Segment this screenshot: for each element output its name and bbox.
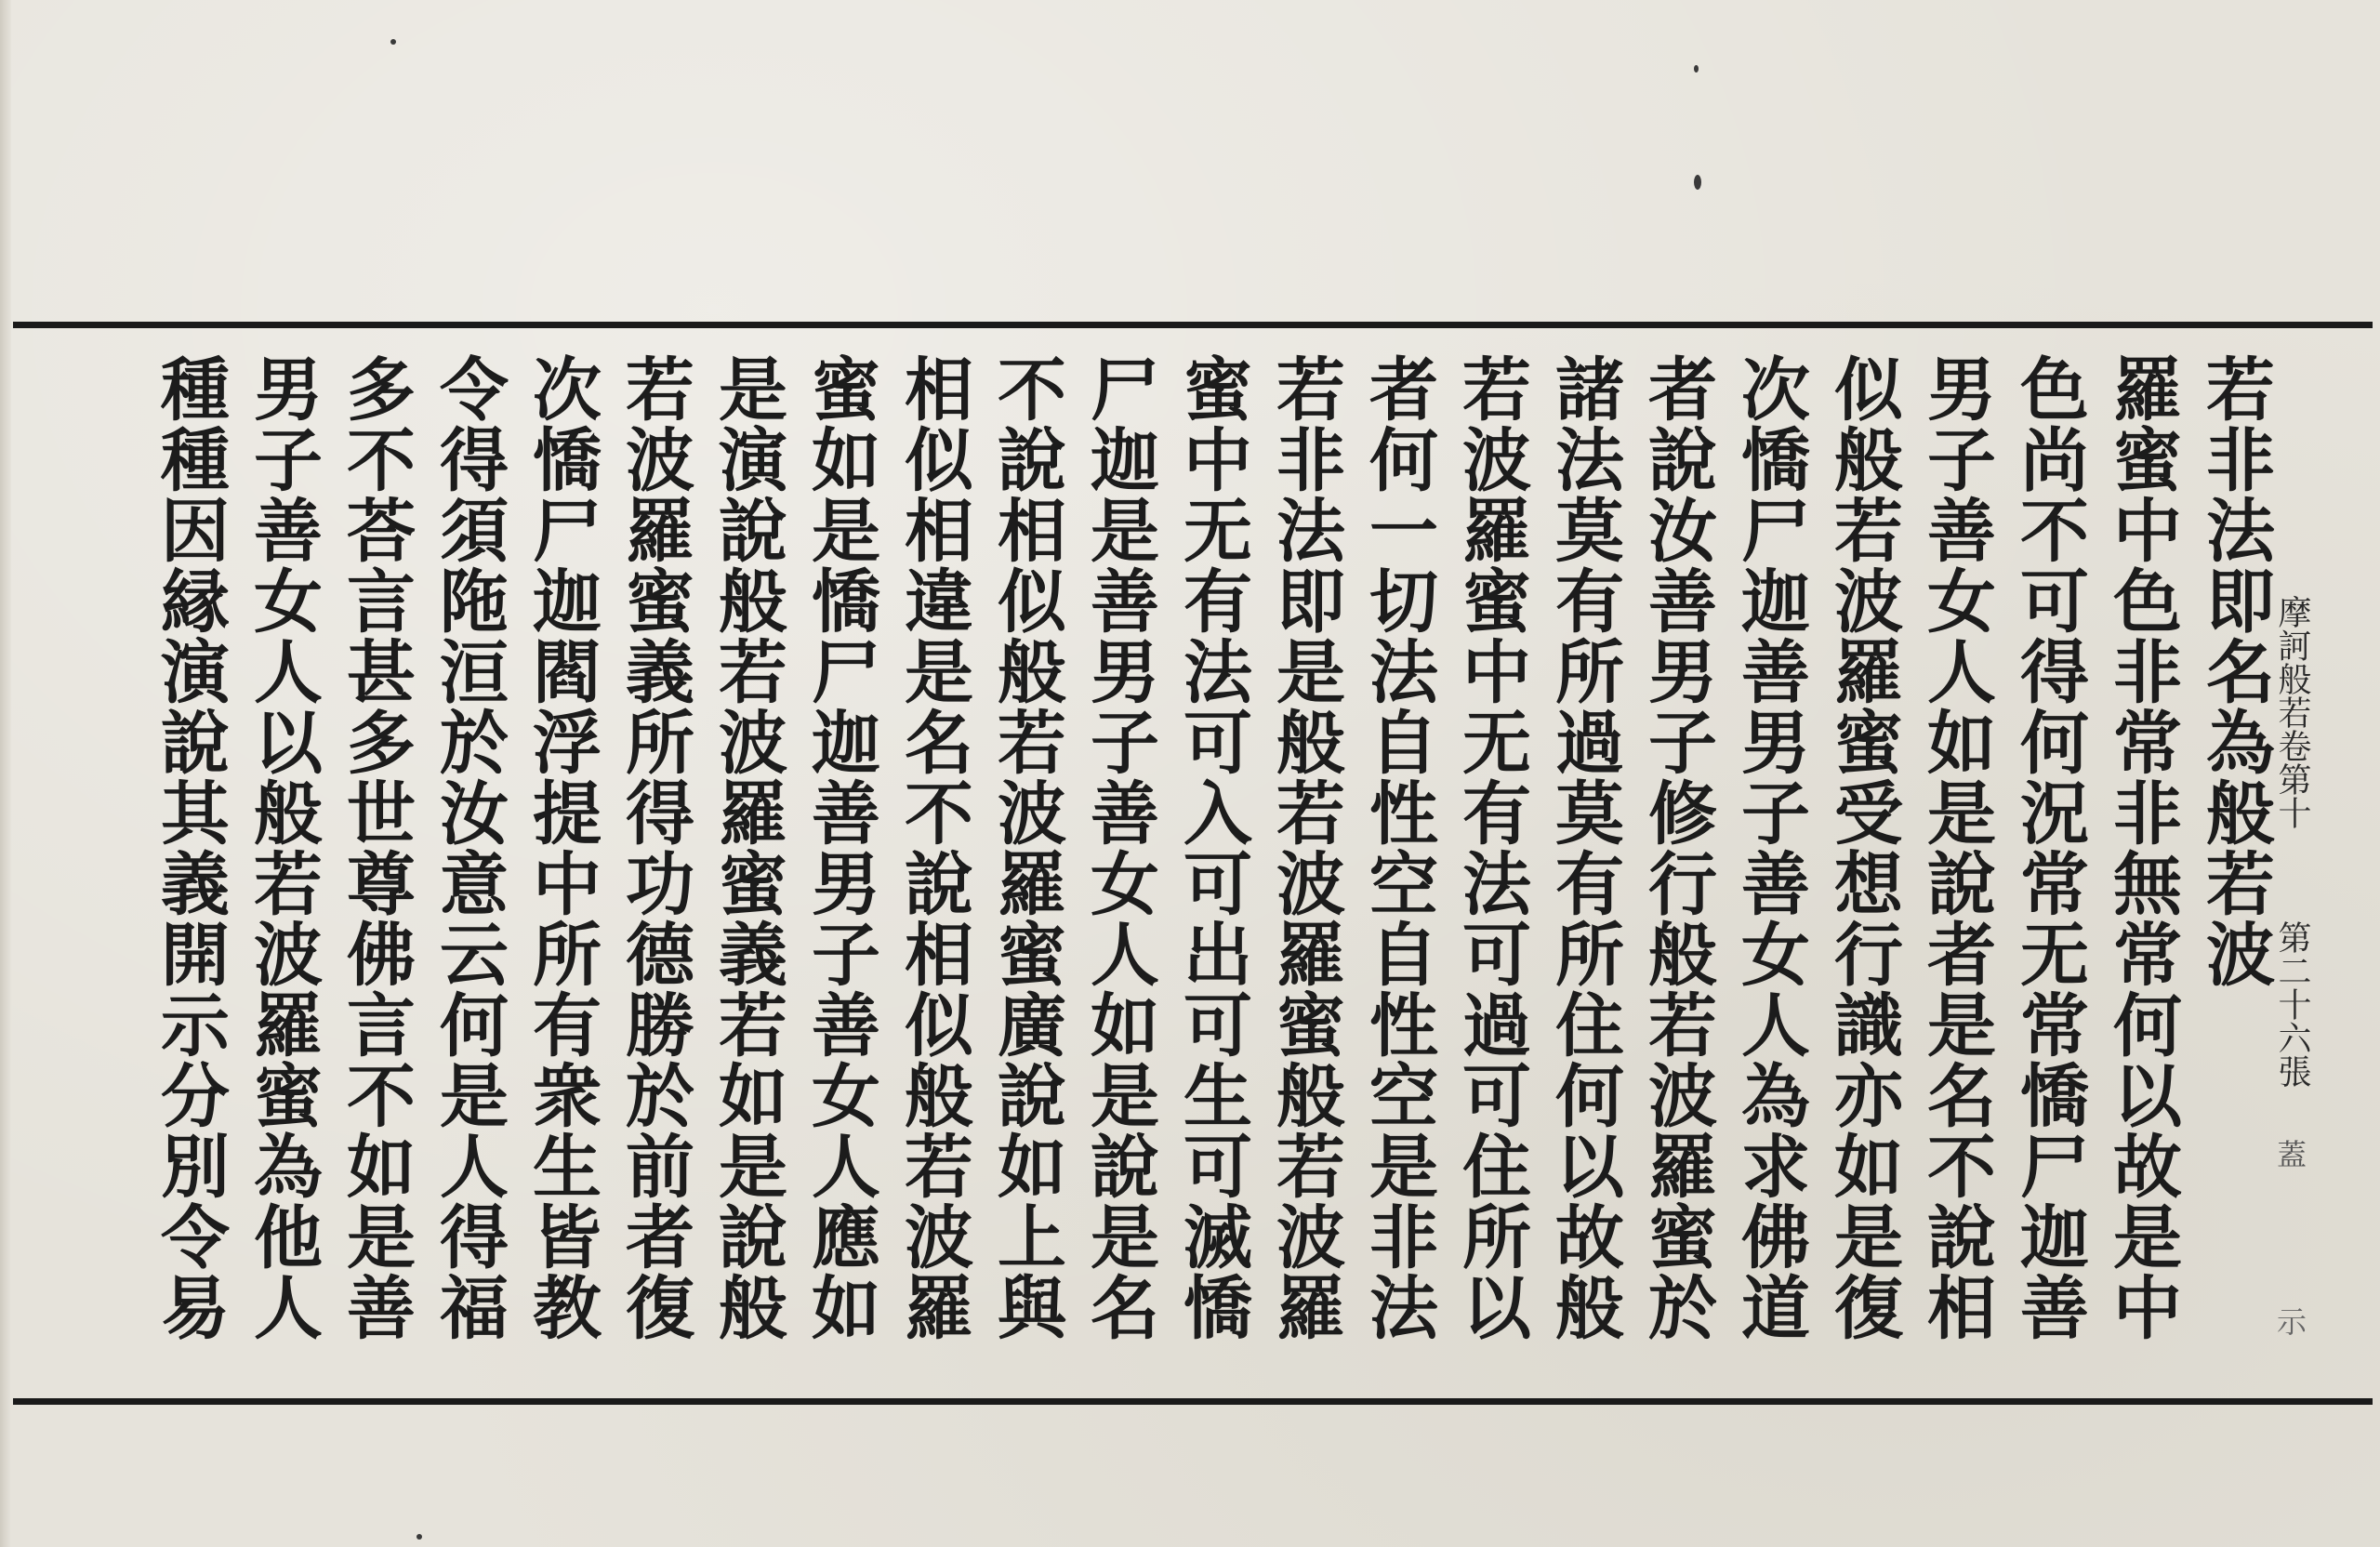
margin-mark-faint: 示 — [2272, 1306, 2307, 1336]
text-column: 男子善女人以般若波羅蜜為他人 — [243, 353, 323, 1342]
text-column: 不說相似般若波羅蜜廣說如上與 — [986, 353, 1066, 1342]
text-column: 者何一切法自性空自性空是非法 — [1358, 353, 1438, 1342]
ink-speck — [1694, 65, 1699, 73]
ink-speck — [1694, 175, 1701, 190]
ink-speck — [416, 1534, 422, 1540]
text-column: 多不荅言甚多世尊佛言不如是善 — [336, 353, 416, 1342]
margin-folio-number: 第二十六張 — [2273, 920, 2311, 1088]
bottom-border-line — [13, 1398, 2373, 1405]
text-column: 次憍尸迦善男子善女人為求佛道 — [1730, 353, 1810, 1342]
text-column: 是演說般若波羅蜜義若如是說般 — [707, 353, 787, 1342]
text-column: 若非法即名為般若波 — [2195, 353, 2275, 989]
text-column: 似般若波羅蜜受想行識亦如是復 — [1823, 353, 1903, 1342]
margin-title: 摩訶般若卷第十 — [2273, 595, 2311, 829]
text-column: 羅蜜中色非常非無常何以故是中 — [2102, 353, 2182, 1342]
text-column: 色尚不可得何況常无常憍尸迦善 — [2009, 353, 2089, 1342]
text-block — [37, 353, 2287, 1385]
text-column: 令得須陁洹於汝意云何是人得福 — [429, 353, 509, 1342]
text-column: 種種因縁演說其義開示分別令易 — [150, 353, 230, 1342]
text-column: 若波羅蜜義所得功德勝於前者復 — [615, 353, 694, 1342]
margin-mark: 蓋 — [2272, 1139, 2307, 1169]
top-border-line — [13, 322, 2373, 328]
text-column: 次憍尸迦閻浮提中所有衆生皆教 — [522, 353, 602, 1342]
text-column: 者說汝善男子修行般若波羅蜜於 — [1637, 353, 1717, 1342]
text-column: 蜜如是憍尸迦善男子善女人應如 — [800, 353, 880, 1342]
text-column: 蜜中无有法可入可出可生可滅憍 — [1172, 353, 1252, 1342]
page-fold-edge — [0, 0, 11, 1547]
text-column: 若非法即是般若波羅蜜般若波羅 — [1265, 353, 1345, 1342]
text-column: 若波羅蜜中无有法可過可住所以 — [1451, 353, 1531, 1342]
text-column: 諸法莫有所過莫有所住何以故般 — [1544, 353, 1624, 1342]
text-column: 尸迦是善男子善女人如是說是名 — [1079, 353, 1159, 1342]
ink-speck — [390, 39, 396, 45]
text-column: 男子善女人如是說者是名不說相 — [1916, 353, 1996, 1342]
text-column: 相似相違是名不說相似般若波羅 — [893, 353, 973, 1342]
